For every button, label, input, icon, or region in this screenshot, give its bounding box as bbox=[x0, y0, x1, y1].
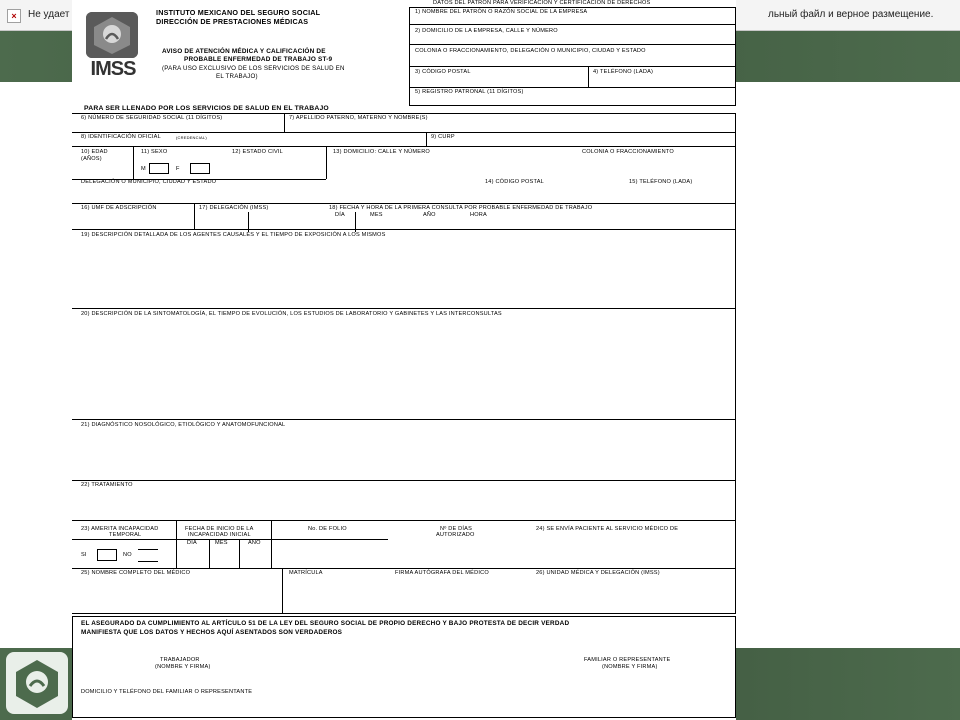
institute-name: INSTITUTO MEXICANO DEL SEGURO SOCIAL bbox=[156, 8, 321, 17]
disability-start-date-label-line2: INCAPACIDAD INICIAL bbox=[188, 532, 251, 538]
field-23-temporary-disability: 23) AMERITA INCAPACIDAD bbox=[81, 526, 159, 532]
field-14-postal-code: 14) CÓDIGO POSTAL bbox=[485, 179, 544, 185]
form-title-line1: AVISO DE ATENCIÓN MÉDICA Y CALIFICACIÓN DE bbox=[162, 48, 326, 55]
employer-section-title: DATOS DEL PATRÓN PARA VERIFICACIÓN Y CERTIFICACIÓN DE DERECHOS bbox=[433, 0, 651, 6]
field-26-medical-unit: 26) UNIDAD MÉDICA Y DELEGACIÓN (IMSS) bbox=[536, 570, 660, 576]
field-23-temporary-disability-line2: TEMPORAL bbox=[109, 532, 142, 538]
field-12-marital-status: 12) ESTADO CIVIL bbox=[232, 149, 283, 155]
first-consult-month-label: MES bbox=[370, 212, 383, 218]
disability-start-date-label: FECHA DE INICIO DE LA bbox=[185, 526, 254, 532]
field-15-phone: 15) TELÉFONO (LADA) bbox=[629, 179, 693, 185]
declaration-text-line2: MANIFIESTA QUE LOS DATOS Y HECHOS AQUÍ ASENTADOS SON VERDADEROS bbox=[81, 629, 343, 636]
disability-start-year-label: AÑO bbox=[248, 540, 261, 546]
representative-address-label: DOMICILIO Y TELÉFONO DEL FAMILIAR O REPRESENTANTE bbox=[81, 689, 253, 695]
worker-signature-label: TRABAJADOR bbox=[160, 657, 200, 663]
form-title-line2: PROBABLE ENFERMEDAD DE TRABAJO ST-9 bbox=[184, 56, 333, 63]
field-24-referral-service: 24) SE ENVÍA PACIENTE AL SERVICIO MÉDICO DE bbox=[536, 526, 679, 532]
direction-name: DIRECCIÓN DE PRESTACIONES MÉDICAS bbox=[156, 17, 309, 26]
field-13-home-address: 13) DOMICILIO: CALLE Y NÚMERO bbox=[333, 149, 430, 155]
field-25-physician-name: 25) NOMBRE COMPLETO DEL MÉDICO bbox=[81, 570, 191, 576]
field-3-postal-code: 3) CÓDIGO POSTAL bbox=[415, 69, 471, 75]
field-9-curp: 9) CURP bbox=[431, 134, 455, 140]
field-16-family-medicine-unit: 16) UMF DE ADSCRIPCIÓN bbox=[81, 205, 157, 211]
authorized-days-label: Nº DE DÍAS bbox=[440, 526, 473, 532]
field-1-employer-name: 1) NOMBRE DEL PATRÓN O RAZÓN SOCIAL DE LA EMPRESA bbox=[415, 9, 588, 15]
declaration-text-line1: EL ASEGURADO DA CUMPLIMIENTO AL ARTÍCULO 51 DE LA LEY DEL SEGURO SOCIAL DE PROPIO DERECHO Y BAJO PROTESTA DE DECIR VERDAD bbox=[81, 620, 570, 627]
representative-signature-sublabel: (NOMBRE Y FIRMA) bbox=[602, 664, 658, 670]
close-notification-button[interactable]: × bbox=[7, 9, 21, 23]
sex-f-label: F bbox=[176, 166, 180, 172]
disability-start-day-label: DÍA bbox=[187, 540, 197, 546]
field-18-first-consult-datetime: 18) FECHA Y HORA DE LA PRIMERA CONSULTA POR PROBABLE ENFERMEDAD DE TRABAJO bbox=[329, 205, 593, 211]
physician-license-label: MATRÍCULA bbox=[289, 570, 323, 576]
field-10-age: 10) EDAD bbox=[81, 149, 108, 155]
first-consult-year-label: AÑO bbox=[423, 212, 436, 218]
st9-form-page bbox=[72, 0, 736, 720]
field-22-treatment: 22) TRATAMIENTO bbox=[81, 482, 133, 488]
disability-yes-label: SI bbox=[81, 552, 87, 558]
field-10-age-unit: (AÑOS) bbox=[81, 156, 102, 162]
notification-text-right: льный файл и верное размещение. bbox=[768, 9, 934, 20]
disability-start-month-label: MES bbox=[215, 540, 228, 546]
sex-f-checkbox[interactable] bbox=[190, 163, 210, 174]
field-8-official-id: 8) IDENTIFICACIÓN OFICIAL bbox=[81, 134, 161, 140]
imss-eagle-emblem-icon bbox=[86, 12, 138, 58]
field-20-symptomatology: 20) DESCRIPCIÓN DE LA SINTOMATOLOGÍA, EL TIEMPO DE EVOLUCIÓN, LOS ESTUDIOS DE LABORATORIO Y GABINETES Y LAS INTERCONSULTAS bbox=[81, 311, 502, 317]
health-section-title: PARA SER LLENADO POR LOS SERVICIOS DE SALUD EN EL TRABAJO bbox=[84, 105, 329, 112]
first-consult-hour-label: HORA bbox=[470, 212, 487, 218]
form-usage-note-line2: EL TRABAJO) bbox=[216, 73, 258, 80]
notification-text-left: Не удает bbox=[28, 9, 70, 20]
disability-no-label: NO bbox=[123, 552, 132, 558]
representative-signature-label: FAMILIAR O REPRESENTANTE bbox=[584, 657, 671, 663]
imss-corner-logo-icon bbox=[6, 652, 68, 714]
form-usage-note-line1: (PARA USO EXCLUSIVO DE LOS SERVICIOS DE SALUD EN bbox=[162, 65, 345, 72]
folio-number-label: No. DE FOLIO bbox=[308, 526, 347, 532]
field-8-note: (CREDENCIAL) bbox=[176, 135, 207, 140]
field-4-phone: 4) TELÉFONO (LADA) bbox=[593, 69, 654, 75]
field-19-causal-agents: 19) DESCRIPCIÓN DETALLADA DE LOS AGENTES CAUSALES Y EL TIEMPO DE EXPOSICIÓN A LOS MISMOS bbox=[81, 232, 386, 238]
worker-signature-sublabel: (NOMBRE Y FIRMA) bbox=[155, 664, 211, 670]
field-employer-colonia: COLONIA O FRACCIONAMIENTO, DELEGACIÓN O MUNICIPIO, CIUDAD Y ESTADO bbox=[415, 48, 646, 54]
imss-logo-text: IMSS bbox=[90, 58, 136, 80]
field-6-social-security-number: 6) NÚMERO DE SEGURIDAD SOCIAL (11 DÍGITOS) bbox=[81, 115, 223, 121]
field-2-company-address: 2) DOMICILIO DE LA EMPRESA, CALLE Y NÚMERO bbox=[415, 28, 558, 34]
authorized-days-label-line2: AUTORIZADO bbox=[436, 532, 475, 538]
first-consult-day-label: DÍA bbox=[335, 212, 345, 218]
field-21-diagnosis: 21) DIAGNÓSTICO NOSOLÓGICO, ETIOLÓGICO Y ANATOMOFUNCIONAL bbox=[81, 422, 286, 428]
sex-m-label: M bbox=[141, 166, 146, 172]
physician-signature-label: FIRMA AUTÓGRAFA DEL MÉDICO bbox=[395, 570, 489, 576]
disability-yes-checkbox[interactable] bbox=[97, 549, 117, 561]
sex-m-checkbox[interactable] bbox=[149, 163, 169, 174]
field-home-delegation: DELEGACIÓN O MUNICIPIO, CIUDAD Y ESTADO bbox=[81, 179, 217, 185]
field-11-sex: 11) SEXO bbox=[141, 149, 168, 155]
field-7-full-name: 7) APELLIDO PATERNO, MATERNO Y NOMBRE(S) bbox=[289, 115, 428, 121]
field-5-employer-registry: 5) REGISTRO PATRONAL (11 DÍGITOS) bbox=[415, 89, 524, 95]
field-home-colonia: COLONIA O FRACCIONAMIENTO bbox=[582, 149, 674, 155]
imss-logo bbox=[78, 8, 144, 78]
field-17-imss-delegation: 17) DELEGACIÓN (IMSS) bbox=[199, 205, 269, 211]
